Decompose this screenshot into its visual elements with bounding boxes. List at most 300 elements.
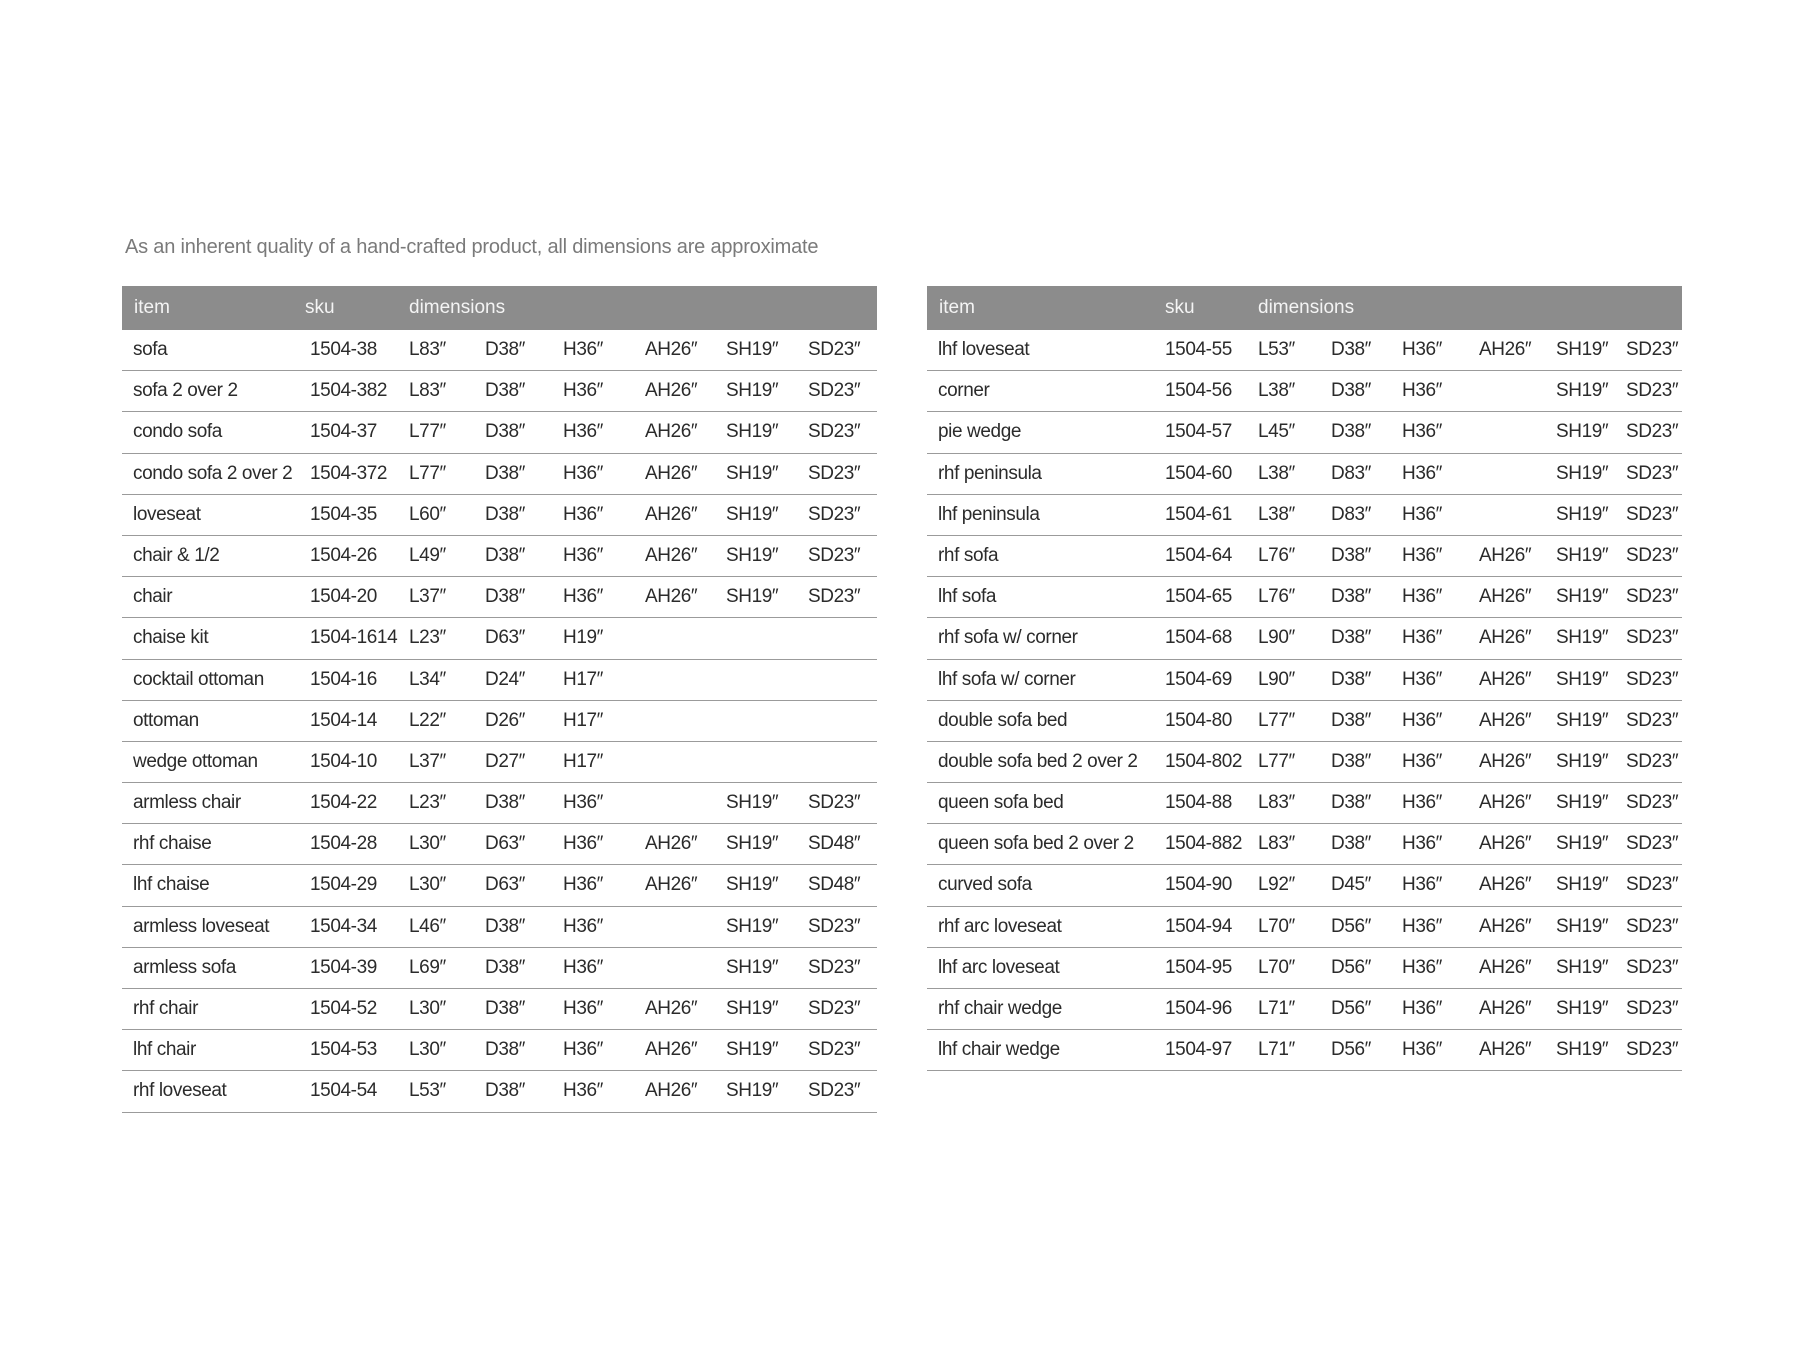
item-name: rhf chair wedge bbox=[938, 998, 1062, 1019]
table-row bbox=[122, 330, 877, 371]
item-sku: 1504-882 bbox=[1165, 833, 1243, 855]
dimension-value: H36″ bbox=[563, 998, 603, 1019]
dimension-value: H36″ bbox=[1402, 668, 1442, 690]
dimension-value: SH19″ bbox=[1556, 503, 1609, 525]
item-name: armless loveseat bbox=[133, 915, 270, 937]
dimension-value: SD23″ bbox=[808, 956, 861, 978]
dimensions-table-left bbox=[122, 286, 877, 1113]
dimension-value: L70″ bbox=[1258, 915, 1295, 937]
dimension-value: SH19″ bbox=[1556, 586, 1609, 608]
dimension-value: SH19″ bbox=[726, 1039, 779, 1061]
table-row bbox=[122, 1030, 877, 1071]
dimension-value: H36″ bbox=[1402, 915, 1442, 937]
item-name: armless chair bbox=[133, 792, 241, 814]
item-name: lhf arc loveseat bbox=[938, 956, 1060, 978]
dimension-value: H36″ bbox=[563, 833, 603, 855]
item-sku: 1504-97 bbox=[1165, 1039, 1232, 1061]
item-name: queen sofa bed 2 over 2 bbox=[938, 833, 1134, 855]
item-sku: 1504-95 bbox=[1165, 956, 1232, 978]
dimension-value: H36″ bbox=[1402, 339, 1442, 360]
dimension-value: SH19″ bbox=[1556, 709, 1609, 731]
dimension-value: D27″ bbox=[485, 750, 525, 772]
dimension-value: L77″ bbox=[1258, 750, 1295, 772]
dimension-value: SH19″ bbox=[1556, 792, 1609, 814]
dimension-value: SH19″ bbox=[1556, 1039, 1609, 1061]
dimension-value: SD23″ bbox=[808, 380, 861, 402]
dimension-value: SD23″ bbox=[808, 462, 861, 484]
table-row bbox=[122, 660, 877, 701]
item-name: lhf chaise bbox=[133, 874, 210, 896]
dimension-value: H36″ bbox=[1402, 586, 1442, 608]
dimension-value: AH26″ bbox=[1479, 1039, 1532, 1061]
dimension-value: L23″ bbox=[409, 627, 446, 649]
item-name: sofa bbox=[133, 339, 168, 360]
dimension-value: L22″ bbox=[409, 709, 446, 731]
dimension-value: D63″ bbox=[485, 627, 525, 649]
dimension-value: SH19″ bbox=[726, 833, 779, 855]
dimension-value: SH19″ bbox=[726, 503, 779, 525]
dimension-value: L34″ bbox=[409, 668, 446, 690]
dimension-value: SD48″ bbox=[808, 833, 861, 855]
table-row bbox=[122, 824, 877, 865]
table-row bbox=[122, 865, 877, 906]
dimensions-table-right bbox=[927, 286, 1682, 1071]
item-sku: 1504-802 bbox=[1165, 750, 1243, 772]
item-sku: 1504-69 bbox=[1165, 668, 1232, 690]
item-sku: 1504-80 bbox=[1165, 709, 1232, 731]
table-row bbox=[122, 1071, 877, 1112]
table-row bbox=[927, 495, 1682, 536]
table-row bbox=[122, 948, 877, 989]
dimension-value: SD23″ bbox=[808, 586, 861, 608]
item-sku: 1504-88 bbox=[1165, 792, 1232, 814]
dimension-value: AH26″ bbox=[645, 1039, 698, 1061]
dimension-value: D56″ bbox=[1331, 998, 1371, 1019]
dimension-value: SH19″ bbox=[726, 792, 779, 814]
dimension-value: L70″ bbox=[1258, 956, 1295, 978]
dimension-value: SH19″ bbox=[726, 1080, 779, 1102]
table-row bbox=[927, 618, 1682, 659]
dimension-value: SH19″ bbox=[726, 586, 779, 608]
table-row bbox=[122, 618, 877, 659]
item-sku: 1504-382 bbox=[310, 380, 388, 402]
dimension-value: D83″ bbox=[1331, 462, 1371, 484]
dimension-value: H36″ bbox=[563, 503, 603, 525]
item-name: lhf chair wedge bbox=[938, 1039, 1060, 1061]
dimension-value: D45″ bbox=[1331, 874, 1371, 896]
dimension-value: H36″ bbox=[1402, 792, 1442, 814]
dimension-value: AH26″ bbox=[645, 544, 698, 566]
item-sku: 1504-1614 bbox=[310, 627, 398, 649]
item-name: rhf arc loveseat bbox=[938, 915, 1062, 937]
item-sku: 1504-39 bbox=[310, 956, 377, 978]
item-sku: 1504-56 bbox=[1165, 380, 1232, 402]
item-name: lhf chair bbox=[133, 1039, 196, 1061]
dimension-value: L71″ bbox=[1258, 998, 1295, 1019]
dimension-value: D38″ bbox=[485, 544, 525, 566]
header-item: item bbox=[134, 297, 170, 318]
dimension-value: L83″ bbox=[409, 380, 446, 402]
dimension-value: H17″ bbox=[563, 750, 603, 772]
dimension-value: L77″ bbox=[409, 462, 446, 484]
dimension-value: H17″ bbox=[563, 709, 603, 731]
table-row bbox=[927, 536, 1682, 577]
dimension-value: SD23″ bbox=[1626, 833, 1679, 855]
dimension-value: H36″ bbox=[1402, 503, 1442, 525]
dimension-value: D56″ bbox=[1331, 915, 1371, 937]
dimension-value: AH26″ bbox=[645, 380, 698, 402]
dimension-value: L46″ bbox=[409, 915, 446, 937]
dimension-value: H36″ bbox=[563, 421, 603, 443]
dimension-value: SH19″ bbox=[1556, 874, 1609, 896]
dimension-value: SD23″ bbox=[1626, 462, 1679, 484]
dimension-value: H36″ bbox=[1402, 750, 1442, 772]
dimension-value: D38″ bbox=[485, 956, 525, 978]
dimension-value: SD23″ bbox=[808, 339, 861, 360]
dimension-value: L53″ bbox=[409, 1080, 446, 1102]
dimension-value: SH19″ bbox=[1556, 339, 1609, 360]
dimension-value: AH26″ bbox=[1479, 833, 1532, 855]
dimension-value: SD48″ bbox=[808, 874, 861, 896]
dimension-value: D63″ bbox=[485, 874, 525, 896]
table-row bbox=[122, 783, 877, 824]
dimension-value: SH19″ bbox=[726, 421, 779, 443]
item-sku: 1504-61 bbox=[1165, 503, 1232, 525]
dimension-value: AH26″ bbox=[645, 462, 698, 484]
dimension-value: H36″ bbox=[1402, 627, 1442, 649]
table-row bbox=[927, 412, 1682, 453]
dimension-value: AH26″ bbox=[1479, 339, 1532, 360]
dimension-value: AH26″ bbox=[1479, 792, 1532, 814]
dimension-value: AH26″ bbox=[645, 998, 698, 1019]
item-name: chair bbox=[133, 586, 173, 608]
item-sku: 1504-65 bbox=[1165, 586, 1232, 608]
dimension-value: L71″ bbox=[1258, 1039, 1295, 1061]
dimension-value: SH19″ bbox=[1556, 833, 1609, 855]
dimension-value: L49″ bbox=[409, 544, 446, 566]
dimension-value: SD23″ bbox=[1626, 668, 1679, 690]
dimension-value: SD23″ bbox=[808, 544, 861, 566]
item-sku: 1504-52 bbox=[310, 998, 377, 1019]
dimension-value: SH19″ bbox=[1556, 380, 1609, 402]
dimension-value: AH26″ bbox=[645, 503, 698, 525]
dimension-value: L30″ bbox=[409, 833, 446, 855]
table-row bbox=[927, 948, 1682, 989]
dimension-value: D38″ bbox=[485, 586, 525, 608]
table-row bbox=[927, 907, 1682, 948]
dimension-value: D38″ bbox=[1331, 833, 1371, 855]
dimension-value: SH19″ bbox=[1556, 421, 1609, 443]
dimension-value: SD23″ bbox=[1626, 380, 1679, 402]
dimension-value: D38″ bbox=[485, 462, 525, 484]
item-name: rhf sofa w/ corner bbox=[938, 627, 1078, 649]
dimension-value: L77″ bbox=[409, 421, 446, 443]
dimension-value: SH19″ bbox=[726, 339, 779, 360]
table-row bbox=[122, 701, 877, 742]
dimension-value: L45″ bbox=[1258, 421, 1295, 443]
dimension-value: L92″ bbox=[1258, 874, 1295, 896]
item-name: lhf sofa bbox=[938, 586, 997, 608]
dimension-value: SH19″ bbox=[1556, 668, 1609, 690]
dimension-value: SD23″ bbox=[1626, 627, 1679, 649]
item-name: lhf loveseat bbox=[938, 339, 1030, 360]
item-sku: 1504-35 bbox=[310, 503, 377, 525]
item-name: curved sofa bbox=[938, 874, 1032, 896]
item-sku: 1504-55 bbox=[1165, 339, 1232, 360]
header-dimensions: dimensions bbox=[409, 297, 506, 318]
table-row bbox=[122, 577, 877, 618]
dimension-value: L83″ bbox=[1258, 792, 1295, 814]
dimension-value: AH26″ bbox=[1479, 586, 1532, 608]
item-name: sofa 2 over 2 bbox=[133, 380, 238, 402]
item-name: chaise kit bbox=[133, 627, 209, 649]
dimension-value: H36″ bbox=[563, 915, 603, 937]
dimension-value: D38″ bbox=[1331, 421, 1371, 443]
dimension-value: SH19″ bbox=[1556, 627, 1609, 649]
item-sku: 1504-94 bbox=[1165, 915, 1232, 937]
item-name: rhf loveseat bbox=[133, 1080, 227, 1102]
table-row bbox=[927, 330, 1682, 371]
dimension-value: SD23″ bbox=[1626, 874, 1679, 896]
dimension-value: L38″ bbox=[1258, 503, 1295, 525]
dimension-value: H36″ bbox=[1402, 709, 1442, 731]
dimension-value: SD23″ bbox=[1626, 750, 1679, 772]
dimension-value: H36″ bbox=[1402, 998, 1442, 1019]
approximate-dimensions-note: As an inherent quality of a hand-crafted product, all dimensions are approximate bbox=[125, 236, 819, 258]
dimension-value: L69″ bbox=[409, 956, 446, 978]
dimension-value: SH19″ bbox=[1556, 915, 1609, 937]
dimension-value: SD23″ bbox=[808, 915, 861, 937]
item-name: rhf chair bbox=[133, 998, 199, 1019]
item-sku: 1504-20 bbox=[310, 586, 377, 608]
dimension-value: AH26″ bbox=[1479, 874, 1532, 896]
dimension-value: L76″ bbox=[1258, 586, 1295, 608]
dimension-value: D38″ bbox=[1331, 709, 1371, 731]
dimension-value: D38″ bbox=[485, 421, 525, 443]
dimension-value: D38″ bbox=[1331, 627, 1371, 649]
dimension-value: D26″ bbox=[485, 709, 525, 731]
dimension-value: AH26″ bbox=[645, 421, 698, 443]
dimension-value: D24″ bbox=[485, 668, 525, 690]
dimension-value: SH19″ bbox=[1556, 998, 1609, 1019]
dimension-value: H36″ bbox=[1402, 421, 1442, 443]
item-sku: 1504-16 bbox=[310, 668, 377, 690]
item-sku: 1504-60 bbox=[1165, 462, 1232, 484]
dimension-value: D38″ bbox=[485, 998, 525, 1019]
item-sku: 1504-57 bbox=[1165, 421, 1232, 443]
header-item: item bbox=[939, 297, 975, 318]
table-row bbox=[122, 989, 877, 1030]
dimension-value: D38″ bbox=[1331, 544, 1371, 566]
dimension-value: H36″ bbox=[1402, 462, 1442, 484]
dimension-value: L60″ bbox=[409, 503, 446, 525]
dimension-value: SH19″ bbox=[726, 915, 779, 937]
dimension-value: L23″ bbox=[409, 792, 446, 814]
table-row bbox=[122, 495, 877, 536]
dimension-value: H36″ bbox=[1402, 833, 1442, 855]
item-name: cocktail ottoman bbox=[133, 668, 264, 690]
item-sku: 1504-372 bbox=[310, 462, 388, 484]
dimension-value: H36″ bbox=[563, 1039, 603, 1061]
dimension-value: SD23″ bbox=[808, 421, 861, 443]
table-row bbox=[927, 783, 1682, 824]
dimension-value: D63″ bbox=[485, 833, 525, 855]
dimension-value: L83″ bbox=[409, 339, 446, 360]
dimension-value: SD23″ bbox=[808, 792, 861, 814]
table-header bbox=[927, 286, 1682, 330]
item-name: armless sofa bbox=[133, 956, 236, 978]
item-sku: 1504-38 bbox=[310, 339, 377, 360]
dimension-value: SH19″ bbox=[726, 874, 779, 896]
table-row bbox=[122, 412, 877, 453]
dimension-value: L53″ bbox=[1258, 339, 1295, 360]
dimension-value: L30″ bbox=[409, 1039, 446, 1061]
dimension-value: H36″ bbox=[563, 462, 603, 484]
item-name: rhf chaise bbox=[133, 833, 212, 855]
dimension-value: L30″ bbox=[409, 998, 446, 1019]
table-row bbox=[927, 660, 1682, 701]
dimension-value: H19″ bbox=[563, 627, 603, 649]
table-row bbox=[927, 865, 1682, 906]
header-sku: sku bbox=[1165, 297, 1195, 318]
item-sku: 1504-96 bbox=[1165, 998, 1232, 1019]
table-row bbox=[927, 371, 1682, 412]
dimension-value: H36″ bbox=[563, 874, 603, 896]
dimension-value: SD23″ bbox=[1626, 503, 1679, 525]
dimension-value: H36″ bbox=[1402, 956, 1442, 978]
dimension-value: SD23″ bbox=[1626, 339, 1679, 360]
dimension-value: AH26″ bbox=[645, 1080, 698, 1102]
dimension-value: D38″ bbox=[485, 792, 525, 814]
dimension-value: L38″ bbox=[1258, 380, 1295, 402]
dimension-value: AH26″ bbox=[645, 874, 698, 896]
dimension-value: AH26″ bbox=[645, 833, 698, 855]
dimension-value: L90″ bbox=[1258, 668, 1295, 690]
table-row bbox=[122, 907, 877, 948]
table-row bbox=[927, 577, 1682, 618]
item-sku: 1504-53 bbox=[310, 1039, 377, 1061]
item-name: pie wedge bbox=[938, 421, 1022, 443]
dimension-value: SD23″ bbox=[1626, 792, 1679, 814]
dimension-value: AH26″ bbox=[1479, 668, 1532, 690]
item-name: double sofa bed bbox=[938, 709, 1068, 731]
dimension-value: L37″ bbox=[409, 586, 446, 608]
item-sku: 1504-34 bbox=[310, 915, 377, 937]
item-name: double sofa bed 2 over 2 bbox=[938, 750, 1138, 772]
dimension-value: SD23″ bbox=[1626, 998, 1679, 1019]
item-name: condo sofa bbox=[133, 421, 222, 443]
item-sku: 1504-28 bbox=[310, 833, 377, 855]
dimension-value: H36″ bbox=[563, 544, 603, 566]
table-row bbox=[927, 454, 1682, 495]
item-name: rhf peninsula bbox=[938, 462, 1042, 484]
item-sku: 1504-90 bbox=[1165, 874, 1232, 896]
dimension-value: SH19″ bbox=[1556, 544, 1609, 566]
item-sku: 1504-54 bbox=[310, 1080, 377, 1102]
table-row bbox=[927, 1030, 1682, 1071]
dimension-value: D83″ bbox=[1331, 503, 1371, 525]
dimension-value: D38″ bbox=[1331, 339, 1371, 360]
dimension-value: AH26″ bbox=[1479, 750, 1532, 772]
item-name: corner bbox=[938, 380, 990, 402]
dimension-value: SD23″ bbox=[808, 998, 861, 1019]
item-name: condo sofa 2 over 2 bbox=[133, 462, 293, 484]
item-name: wedge ottoman bbox=[133, 750, 258, 772]
item-sku: 1504-14 bbox=[310, 709, 377, 731]
header-dimensions: dimensions bbox=[1258, 297, 1355, 318]
dimension-value: H36″ bbox=[1402, 874, 1442, 896]
dimension-value: SD23″ bbox=[808, 503, 861, 525]
dimension-value: SD23″ bbox=[1626, 915, 1679, 937]
dimension-value: H36″ bbox=[563, 339, 603, 360]
dimension-value: D38″ bbox=[485, 380, 525, 402]
dimension-value: D38″ bbox=[485, 503, 525, 525]
table-row bbox=[122, 454, 877, 495]
dimension-value: AH26″ bbox=[1479, 915, 1532, 937]
item-name: ottoman bbox=[133, 709, 199, 731]
dimension-value: SH19″ bbox=[1556, 462, 1609, 484]
dimension-value: L30″ bbox=[409, 874, 446, 896]
dimension-value: SH19″ bbox=[1556, 750, 1609, 772]
dimension-value: H36″ bbox=[563, 1080, 603, 1102]
table-row bbox=[927, 742, 1682, 783]
dimension-value: SH19″ bbox=[726, 462, 779, 484]
item-sku: 1504-10 bbox=[310, 750, 377, 772]
dimension-value: AH26″ bbox=[645, 339, 698, 360]
table-row bbox=[927, 701, 1682, 742]
item-name: chair & 1/2 bbox=[133, 544, 220, 566]
table-row bbox=[927, 824, 1682, 865]
dimension-value: D38″ bbox=[1331, 380, 1371, 402]
dimension-value: SD23″ bbox=[1626, 544, 1679, 566]
dimension-value: H36″ bbox=[1402, 1039, 1442, 1061]
table-header bbox=[122, 286, 877, 330]
dimension-value: AH26″ bbox=[1479, 627, 1532, 649]
dimension-value: D38″ bbox=[1331, 586, 1371, 608]
dimension-value: L83″ bbox=[1258, 833, 1295, 855]
dimension-value: SD23″ bbox=[1626, 1039, 1679, 1061]
table-row bbox=[122, 742, 877, 783]
dimension-value: SH19″ bbox=[726, 998, 779, 1019]
dimension-value: SD23″ bbox=[808, 1080, 861, 1102]
item-name: loveseat bbox=[133, 503, 201, 525]
dimension-value: D56″ bbox=[1331, 956, 1371, 978]
dimension-value: AH26″ bbox=[1479, 544, 1532, 566]
dimension-value: H36″ bbox=[563, 792, 603, 814]
dimension-value: D38″ bbox=[1331, 750, 1371, 772]
item-name: lhf sofa w/ corner bbox=[938, 668, 1076, 690]
dimension-value: L38″ bbox=[1258, 462, 1295, 484]
dimension-value: D38″ bbox=[1331, 792, 1371, 814]
dimension-value: D56″ bbox=[1331, 1039, 1371, 1061]
dimension-value: SH19″ bbox=[726, 956, 779, 978]
dimension-value: D38″ bbox=[485, 1039, 525, 1061]
dimension-value: H36″ bbox=[1402, 380, 1442, 402]
dimension-value: D38″ bbox=[485, 339, 525, 360]
dimension-value: AH26″ bbox=[1479, 998, 1532, 1019]
dimension-value: SD23″ bbox=[1626, 421, 1679, 443]
dimension-value: H17″ bbox=[563, 668, 603, 690]
dimension-value: L37″ bbox=[409, 750, 446, 772]
dimension-value: SD23″ bbox=[1626, 586, 1679, 608]
item-sku: 1504-22 bbox=[310, 792, 377, 814]
dimension-value: L77″ bbox=[1258, 709, 1295, 731]
item-name: rhf sofa bbox=[938, 544, 999, 566]
dimension-value: AH26″ bbox=[1479, 709, 1532, 731]
dimension-value: D38″ bbox=[485, 915, 525, 937]
dimension-value: SD23″ bbox=[1626, 956, 1679, 978]
dimension-value: SH19″ bbox=[726, 380, 779, 402]
